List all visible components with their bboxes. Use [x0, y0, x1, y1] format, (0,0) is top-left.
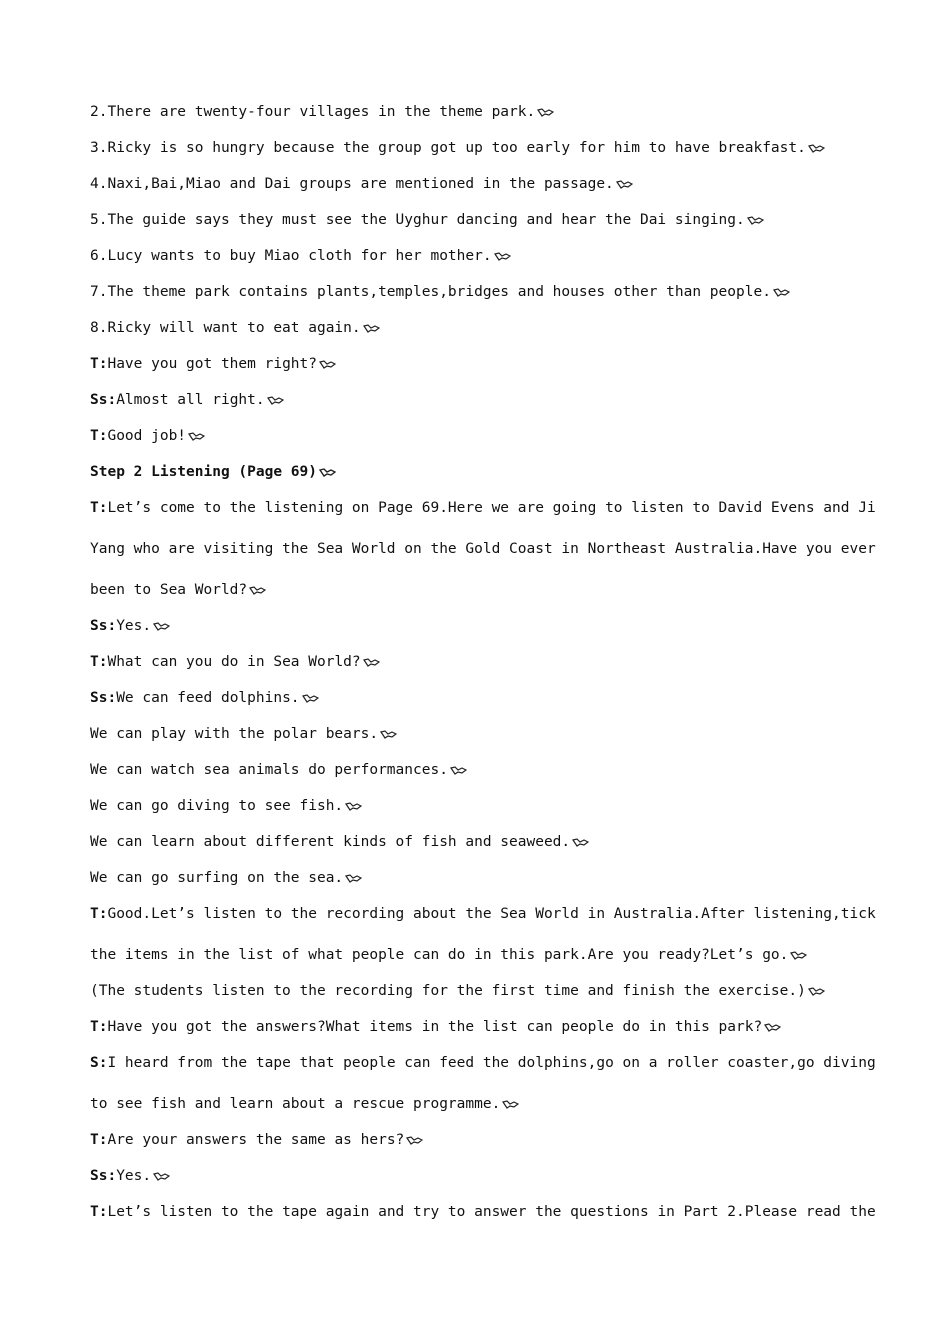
- dialogue-line: [90, 497, 876, 538]
- text-line: [90, 538, 876, 579]
- line-text: 6.Lucy wants to buy Miao cloth for her mother.: [90, 248, 492, 264]
- line-text: We can feed dolphins.: [116, 690, 300, 706]
- line-text: Yang who are visiting the Sea World on the Gold Coast in Northeast Australia.Have you ever: [90, 541, 876, 557]
- speaker-label: Ss:: [90, 392, 117, 408]
- dialogue-line: [90, 687, 860, 723]
- text-line: [90, 795, 860, 831]
- text-line: [90, 173, 860, 209]
- text-line: [90, 1093, 860, 1129]
- text-line: [90, 867, 860, 903]
- dialogue-line: [90, 903, 876, 944]
- text-line: [90, 944, 860, 980]
- line-text: Good job!: [107, 428, 187, 444]
- text-line: [90, 245, 860, 281]
- paragraph-mark-icon: [616, 180, 633, 189]
- line-text: Are your answers the same as hers?: [107, 1132, 405, 1148]
- dialogue-line: [90, 389, 860, 425]
- line-text: What can you do in Sea World?: [107, 654, 361, 670]
- paragraph-mark-icon: [153, 622, 170, 631]
- line-text: 2.There are twenty-four villages in the theme park.: [90, 104, 536, 120]
- paragraph-mark-icon: [790, 951, 807, 960]
- speaker-label: T:: [90, 500, 108, 516]
- speaker-label: T:: [90, 654, 108, 670]
- text-line: [90, 980, 860, 1016]
- paragraph-mark-icon: [188, 432, 205, 441]
- dialogue-line: [90, 651, 860, 687]
- text-line: [90, 579, 860, 615]
- line-text: Let’s come to the listening on Page 69.Here we are going to listen to David Evens and Ji: [107, 500, 876, 516]
- paragraph-mark-icon: [773, 288, 790, 297]
- line-text: 5.The guide says they must see the Uyghur dancing and hear the Dai singing.: [90, 212, 745, 228]
- line-text: We can play with the polar bears.: [90, 726, 379, 742]
- paragraph-mark-icon: [808, 144, 825, 153]
- line-text: 4.Naxi,Bai,Miao and Dai groups are mentioned in the passage.: [90, 176, 614, 192]
- line-text: to see fish and learn about a rescue programme.: [90, 1096, 501, 1112]
- paragraph-mark-icon: [502, 1100, 519, 1109]
- line-text: Almost all right.: [116, 392, 265, 408]
- heading-text: Step 2 Listening (Page 69): [90, 464, 317, 480]
- speaker-label: T:: [90, 356, 108, 372]
- line-text: We can watch sea animals do performances.: [90, 762, 448, 778]
- line-text: the items in the list of what people can do in this park.Are you ready?Let’s go.: [90, 947, 789, 963]
- speaker-label: Ss:: [90, 690, 117, 706]
- line-text: We can go surfing on the sea.: [90, 870, 344, 886]
- line-text: (The students listen to the recording for the first time and finish the exercise.): [90, 983, 806, 999]
- dialogue-line: [90, 1165, 860, 1201]
- line-text: 8.Ricky will want to eat again.: [90, 320, 361, 336]
- document-body: [90, 101, 876, 1237]
- line-text: Good.Let’s listen to the recording about the Sea World in Australia.After listening,tick: [107, 906, 876, 922]
- text-line: [90, 281, 860, 317]
- paragraph-mark-icon: [345, 802, 362, 811]
- paragraph-mark-icon: [380, 730, 397, 739]
- line-text: Yes.: [116, 1168, 152, 1184]
- paragraph-mark-icon: [319, 468, 336, 477]
- paragraph-mark-icon: [808, 987, 825, 996]
- paragraph-mark-icon: [267, 396, 284, 405]
- text-line: [90, 831, 860, 867]
- line-text: Yes.: [116, 618, 152, 634]
- text-line: [90, 209, 860, 245]
- line-text: been to Sea World?: [90, 582, 248, 598]
- text-line: [90, 137, 860, 173]
- speaker-label: T:: [90, 1132, 108, 1148]
- text-line: [90, 101, 860, 137]
- line-text: 7.The theme park contains plants,temples,bridges and houses other than people.: [90, 284, 771, 300]
- paragraph-mark-icon: [764, 1023, 781, 1032]
- speaker-label: T:: [90, 1204, 108, 1220]
- dialogue-line: [90, 1016, 860, 1052]
- paragraph-mark-icon: [319, 360, 336, 369]
- paragraph-mark-icon: [363, 658, 380, 667]
- line-text: We can learn about different kinds of fish and seaweed.: [90, 834, 571, 850]
- line-text: Let’s listen to the tape again and try to answer the questions in Part 2.Please read the: [107, 1204, 876, 1220]
- paragraph-mark-icon: [249, 586, 266, 595]
- line-text: Have you got the answers?What items in the list can people do in this park?: [107, 1019, 763, 1035]
- line-text: Have you got them right?: [107, 356, 317, 372]
- dialogue-line: [90, 425, 860, 461]
- paragraph-mark-icon: [363, 324, 380, 333]
- line-text: 3.Ricky is so hungry because the group got up too early for him to have breakfast.: [90, 140, 806, 156]
- paragraph-mark-icon: [537, 108, 554, 117]
- dialogue-line: [90, 1052, 876, 1093]
- dialogue-line: [90, 1201, 876, 1237]
- paragraph-mark-icon: [345, 874, 362, 883]
- paragraph-mark-icon: [450, 766, 467, 775]
- paragraph-mark-icon: [302, 694, 319, 703]
- dialogue-line: [90, 615, 860, 651]
- text-line: [90, 759, 860, 795]
- speaker-label: Ss:: [90, 618, 117, 634]
- speaker-label: T:: [90, 906, 108, 922]
- speaker-label: Ss:: [90, 1168, 117, 1184]
- line-text: We can go diving to see fish.: [90, 798, 344, 814]
- speaker-label: T:: [90, 428, 108, 444]
- paragraph-mark-icon: [572, 838, 589, 847]
- speaker-label: S:: [90, 1055, 108, 1071]
- paragraph-mark-icon: [747, 216, 764, 225]
- line-text: I heard from the tape that people can feed the dolphins,go on a roller coaster,go diving: [107, 1055, 876, 1071]
- dialogue-line: [90, 353, 860, 389]
- section-heading: [90, 461, 860, 497]
- dialogue-line: [90, 1129, 860, 1165]
- text-line: [90, 723, 860, 759]
- text-line: [90, 317, 860, 353]
- paragraph-mark-icon: [406, 1136, 423, 1145]
- paragraph-mark-icon: [153, 1172, 170, 1181]
- paragraph-mark-icon: [494, 252, 511, 261]
- speaker-label: T:: [90, 1019, 108, 1035]
